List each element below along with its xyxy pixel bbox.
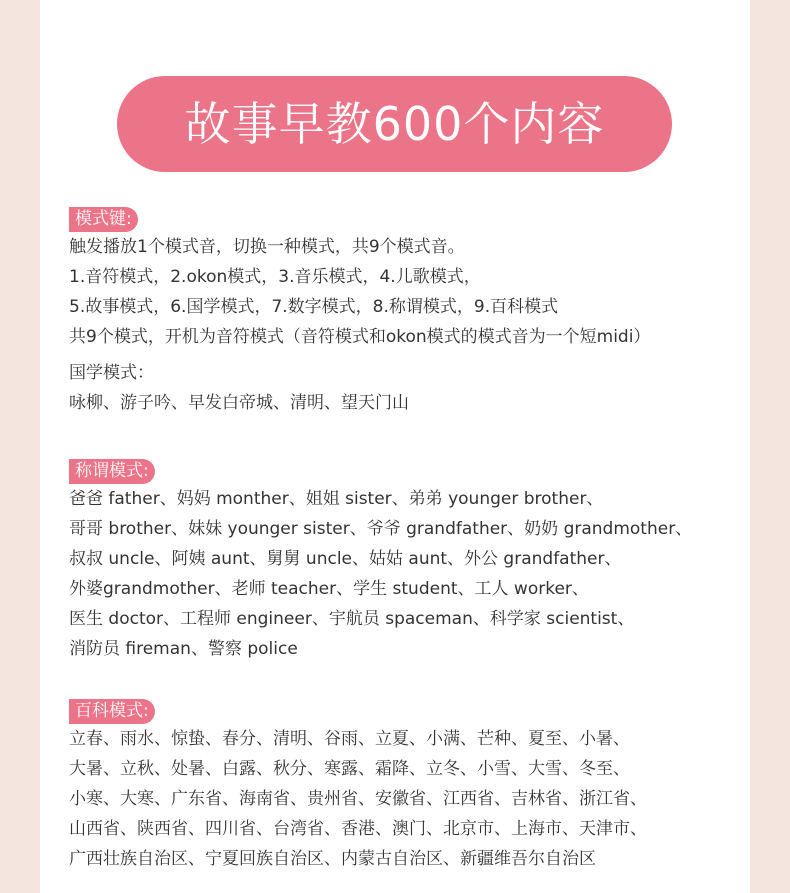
encyclopedia-line: 小寒、大寒、广东省、海南省、贵州省、安徽省、江西省、吉林省、浙江省、 xyxy=(69,789,647,809)
modes-line: 触发播放1个模式音，切换一种模式，共9个模式音。 xyxy=(69,237,465,257)
page-title-banner: 故事早教600个内容 xyxy=(117,76,672,172)
encyclopedia-badge: 百科模式: xyxy=(69,699,155,724)
modes-badge: 模式键: xyxy=(69,207,138,232)
guoxue-label: 国学模式： xyxy=(69,363,154,383)
titles-line: 哥哥 brother、妹妹 younger sister、爷爷 grandfather、奶奶 grandmother、 xyxy=(69,519,693,539)
modes-section xyxy=(69,207,650,418)
titles-line: 爸爸 father、妈妈 monther、姐姐 sister、弟弟 younger brother、 xyxy=(69,489,604,509)
modes-line: 1.音符模式，2.okon模式，3.音乐模式，4.儿歌模式， xyxy=(69,267,481,287)
guoxue-line: 咏柳、游子吟、早发白帝城、清明、望天门山 xyxy=(69,393,409,413)
encyclopedia-line: 广西壮族自治区、宁夏回族自治区、内蒙古自治区、新疆维吾尔自治区 xyxy=(69,849,596,869)
titles-section xyxy=(69,459,692,664)
titles-line: 外婆grandmother、老师 teacher、学生 student、工人 worker、 xyxy=(69,579,589,599)
encyclopedia-line: 立春、雨水、惊蛰、春分、清明、谷雨、立夏、小满、芒种、夏至、小暑、 xyxy=(69,729,630,749)
encyclopedia-line: 大暑、立秋、处暑、白露、秋分、寒露、霜降、立冬、小雪、大雪、冬至、 xyxy=(69,759,630,779)
titles-line: 叔叔 uncle、阿姨 aunt、舅舅 uncle、姑姑 aunt、外公 grandfather、 xyxy=(69,549,622,569)
modes-line: 共9个模式，开机为音符模式（音符模式和okon模式的模式音为一个短midi） xyxy=(69,327,651,347)
titles-line: 消防员 fireman、警察 police xyxy=(69,639,298,659)
titles-line: 医生 doctor、工程师 engineer、宇航员 spaceman、科学家 scientist、 xyxy=(69,609,635,629)
titles-badge: 称谓模式: xyxy=(69,459,155,484)
content-card xyxy=(40,0,750,893)
encyclopedia-line: 山西省、陕西省、四川省、台湾省、香港、澳门、北京市、上海市、天津市、 xyxy=(69,819,647,839)
encyclopedia-section xyxy=(69,699,647,874)
modes-line: 5.故事模式，6.国学模式，7.数字模式，8.称谓模式，9.百科模式 xyxy=(69,297,559,317)
